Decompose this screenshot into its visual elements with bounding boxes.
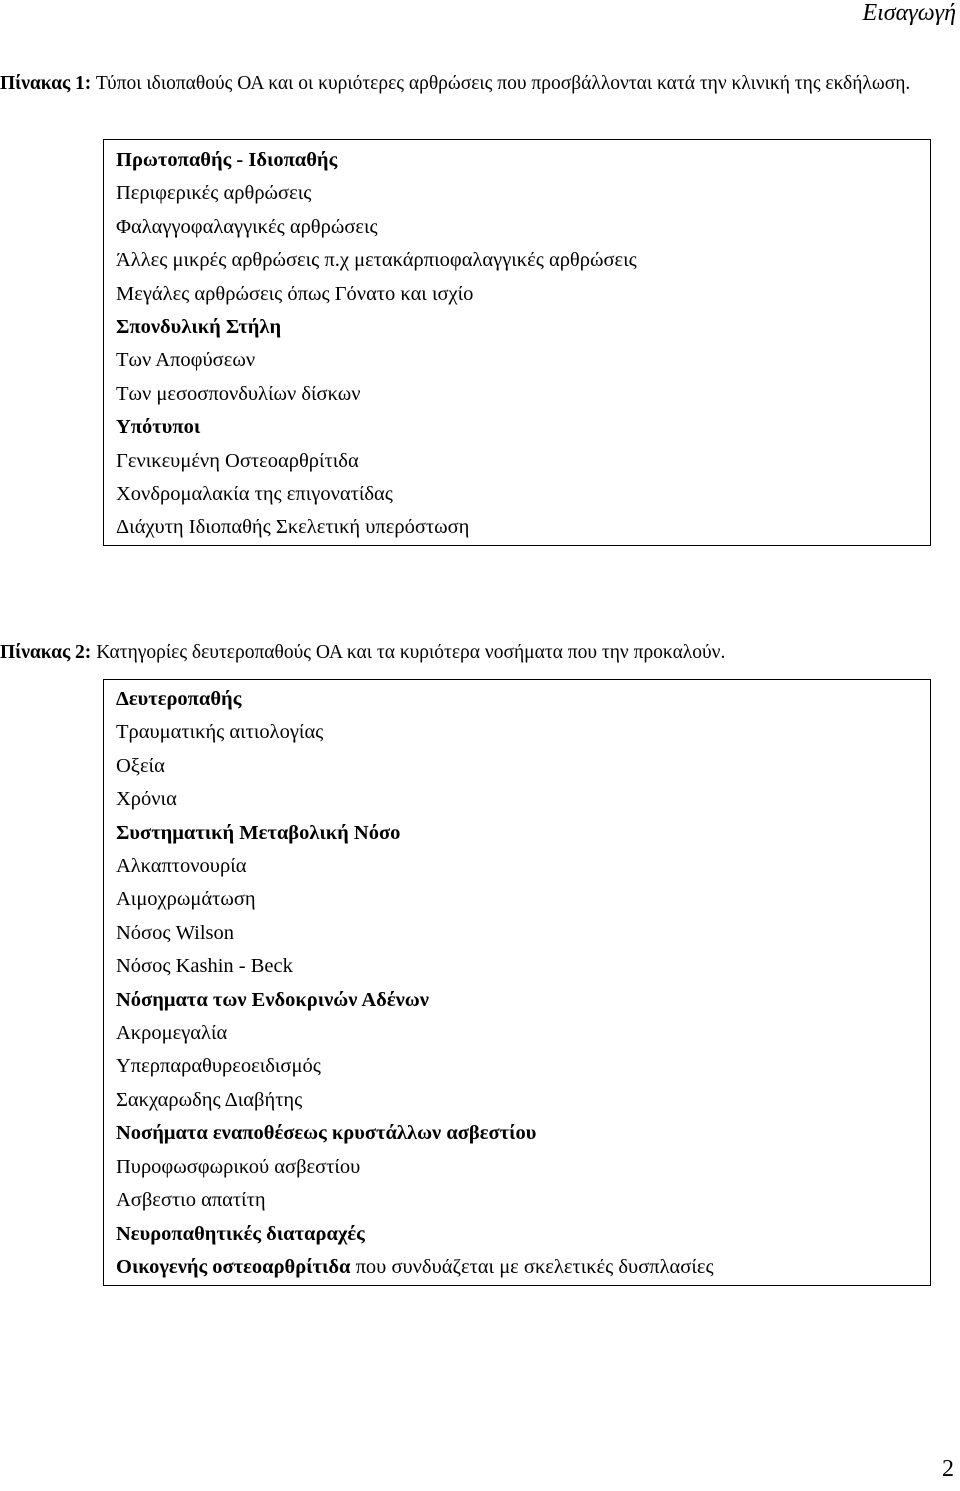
table1-line: Των μεσοσπονδυλίων δίσκων: [116, 382, 361, 405]
table2-line: Νόσος Kashin - Beck: [116, 955, 293, 978]
table1-line: Διάχυτη Ιδιοπαθής Σκελετική υπερόστωση: [116, 516, 470, 539]
table1-line: Υπότυποι: [116, 416, 201, 439]
table1-box: [103, 139, 931, 546]
table2-line: Ακρομεγαλία: [116, 1022, 228, 1045]
table2-line: Νόσος Wilson: [116, 921, 234, 944]
section-header: Εισαγωγή: [862, 0, 956, 26]
table1-caption-text: Τύποι ιδιοπαθούς ΟΑ και οι κυριότερες αρθρώσεις που προσβάλλονται κατά την κλινική της εκδήλωση.: [91, 73, 911, 94]
table2-line: Υπερπαραθυρεοειδισμός: [116, 1055, 321, 1078]
table2-line: Πυροφωσφωρικού ασβεστίου: [116, 1155, 361, 1178]
table2-line: Νοσήματα εναποθέσεως κρυστάλλων ασβεστίου: [116, 1122, 537, 1145]
table1-line: Φαλαγγοφαλαγγικές αρθρώσεις: [116, 215, 378, 238]
table2-line: Δευτεροπαθής: [116, 688, 242, 710]
page-number: 2: [942, 1456, 954, 1482]
table2-line: Αιμοχρωμάτωση: [116, 888, 256, 911]
table2-line: Χρόνια: [116, 788, 177, 811]
table2-caption-text: Κατηγορίες δευτεροπαθούς ΟΑ και τα κυριότερα νοσήματα που την προκαλούν.: [91, 642, 726, 663]
table2-line: Συστηματική Μεταβολική Νόσο: [116, 821, 401, 844]
table2-line: Νόσηματα των Ενδοκρινών Αδένων: [116, 988, 429, 1011]
table1-line: Πρωτοπαθής - Ιδιοπαθής: [116, 149, 338, 171]
table1-line: Σπονδυλική Στήλη: [116, 316, 282, 339]
table1-line: Περιφερικές αρθρώσεις: [116, 182, 312, 205]
table1-line: Χονδρομαλακία της επιγονατίδας: [116, 483, 393, 506]
table2-last-line-bold: Οικογενής οστεοαρθρίτιδα: [116, 1255, 351, 1278]
table2-line: Νευροπαθητικές διαταραχές: [116, 1222, 365, 1245]
table1-line: Άλλες μικρές αρθρώσεις π.χ μετακάρπιοφαλαγγικές αρθρώσεις: [116, 249, 637, 272]
table2-line: Σακχαρωδης Διαβήτης: [116, 1088, 303, 1111]
table2-line: Τραυματικής αιτιολογίας: [116, 721, 324, 744]
table1-caption-label: Πίνακας 1:: [0, 73, 92, 94]
table2-line: Ασβεστιο απατίτη: [116, 1189, 266, 1212]
table2-last-line: [116, 1251, 930, 1284]
table2-box: [103, 679, 931, 1286]
table2-line: Αλκαπτονουρία: [116, 855, 247, 878]
table2-last-line-normal: που συνδυάζεται με σκελετικές δυσπλασίες: [350, 1255, 714, 1278]
table1-line: Των Αποφύσεων: [116, 349, 256, 372]
table2-caption: [0, 641, 958, 665]
table1-line: Γενικευμένη Οστεοαρθρίτιδα: [116, 449, 359, 472]
table1-line: Μεγάλες αρθρώσεις όπως Γόνατο και ισχίο: [116, 282, 474, 305]
table2-caption-label: Πίνακας 2:: [0, 642, 92, 663]
table2-line: Οξεία: [116, 754, 165, 777]
table1-caption: [0, 72, 958, 96]
